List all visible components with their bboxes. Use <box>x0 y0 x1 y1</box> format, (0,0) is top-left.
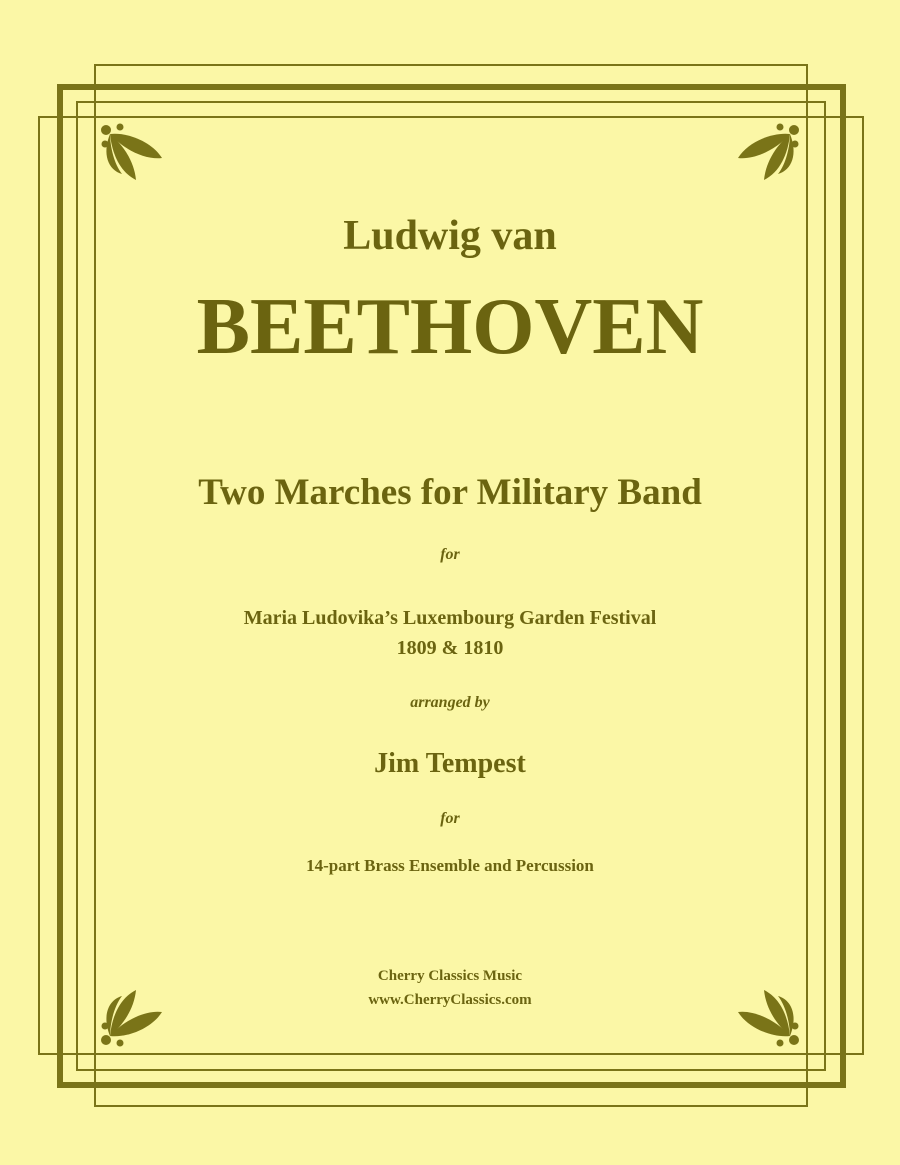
composer-last-name: BEETHOVEN <box>196 283 704 371</box>
years-text: 1809 & 1810 <box>396 637 504 659</box>
leaf-sprig-icon <box>98 120 164 184</box>
publisher-website: www.CherryClassics.com <box>368 992 532 1008</box>
leaf-sprig-icon <box>736 120 802 184</box>
composer-first-name: Ludwig van <box>343 213 557 259</box>
publisher-name: Cherry Classics Music <box>377 968 523 984</box>
for-label: for <box>440 546 460 563</box>
work-title: Two Marches for Military Band <box>198 472 702 513</box>
for-label-2: for <box>440 810 460 827</box>
arranged-by-label: arranged by <box>410 694 490 711</box>
occasion-text: Maria Ludovika’s Luxembourg Garden Festival <box>243 607 657 629</box>
instrumentation-text: 14-part Brass Ensemble and Percussion <box>306 856 594 875</box>
arranger-name: Jim Tempest <box>374 748 526 779</box>
